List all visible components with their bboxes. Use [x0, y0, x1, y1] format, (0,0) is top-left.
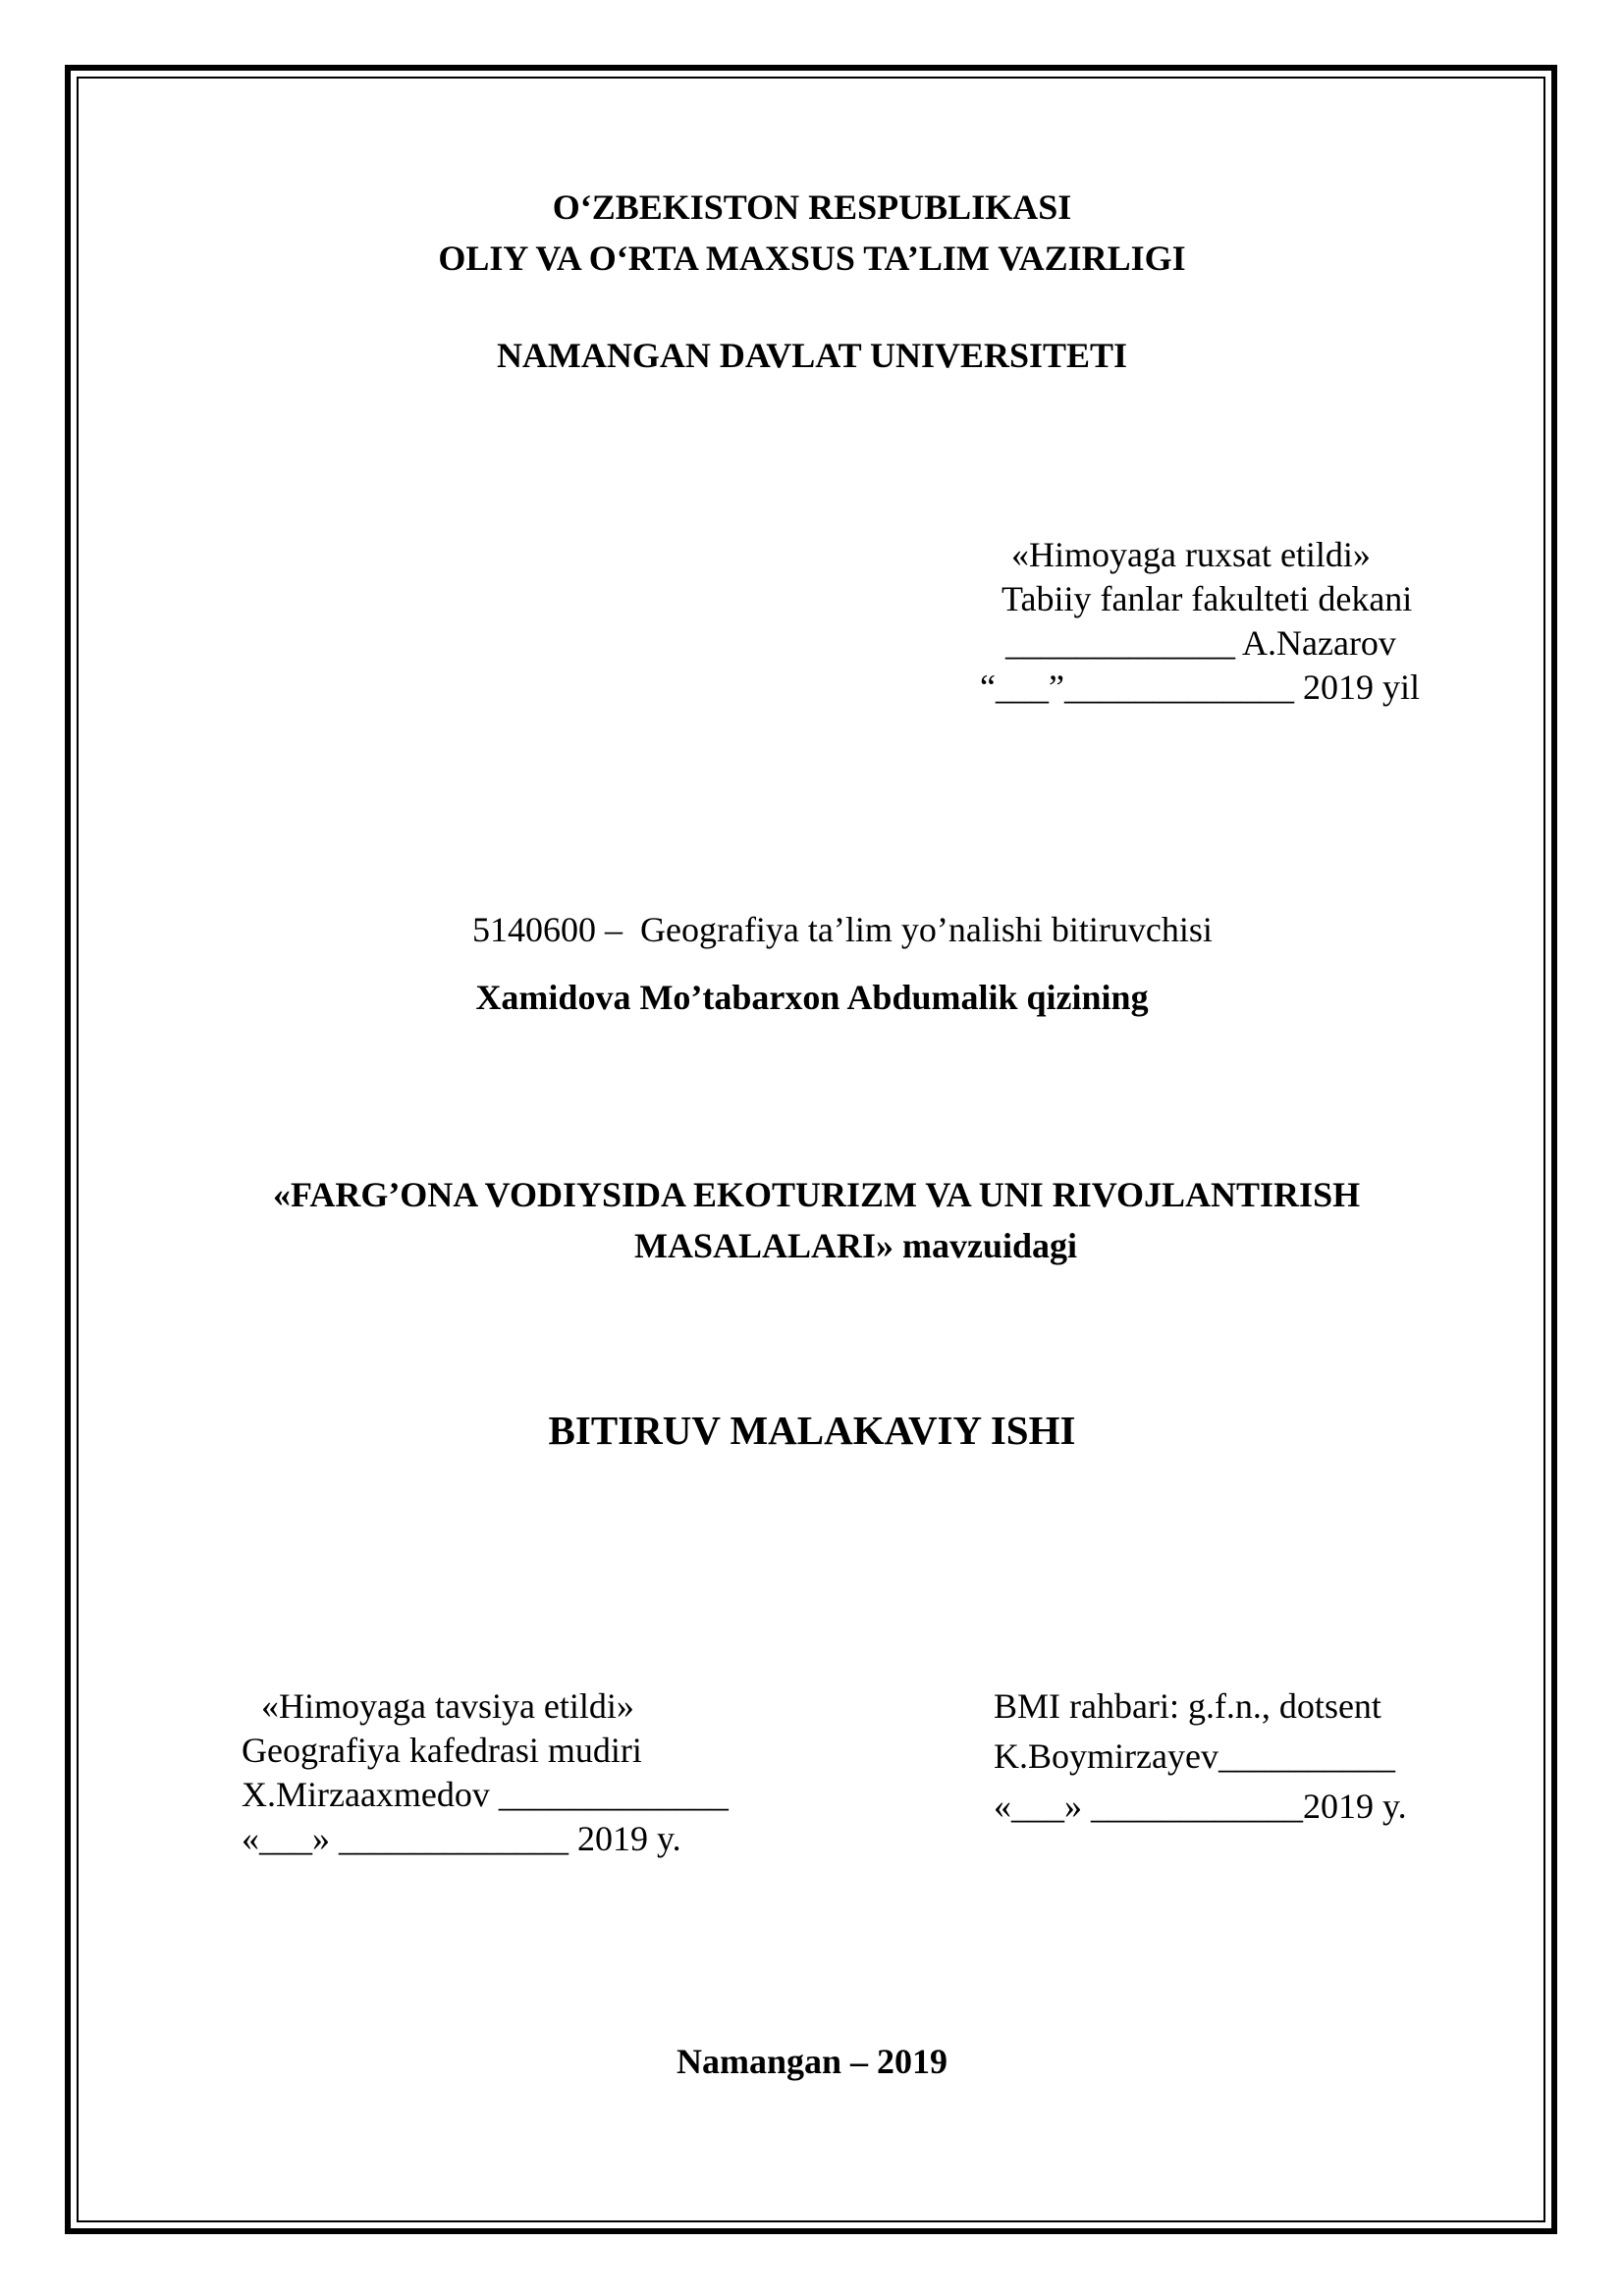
- header-ministry: OLIY VA O‘RTA MAXSUS TA’LIM VAZIRLIGI: [438, 239, 1186, 278]
- student-direction: 5140600 – Geografiya ta’lim yo’nalishi bitiruvchisi: [472, 910, 1213, 949]
- student-name: Xamidova Mo’tabarxon Abdumalik qizining: [475, 978, 1149, 1017]
- approval-left-date: «___» _____________ 2019 y.: [242, 1819, 681, 1858]
- topic-line-2: MASALALARI» mavzuidagi: [634, 1226, 1078, 1265]
- footer-city-year: Namangan – 2019: [676, 2042, 948, 2081]
- approval-top-signature: _____________ A.Nazarov: [1005, 623, 1396, 663]
- approval-right-signature: K.Boymirzayev__________: [994, 1736, 1395, 1776]
- approval-left-head-of-department: Geografiya kafedrasi mudiri: [242, 1731, 642, 1770]
- approval-top-date: “___”_____________ 2019 yil: [980, 667, 1420, 707]
- approval-top-dean: Tabiiy fanlar fakulteti dekani: [1001, 579, 1413, 618]
- approval-left-heading: «Himoyaga tavsiya etildi»: [261, 1686, 634, 1726]
- page-border-inner: [77, 77, 1545, 2222]
- topic-line-1: «FARG’ONA VODIYSIDA EKOTURIZM VA UNI RIVOJLANTIRISH: [273, 1175, 1361, 1214]
- header-republic: O‘ZBEKISTON RESPUBLIKASI: [552, 187, 1072, 227]
- approval-right-supervisor: BMI rahbari: g.f.n., dotsent: [994, 1686, 1381, 1726]
- header-university: NAMANGAN DAVLAT UNIVERSITETI: [496, 336, 1128, 375]
- approval-right-date: «___» ____________2019 y.: [994, 1787, 1407, 1826]
- approval-left-signature: X.Mirzaaxmedov _____________: [242, 1775, 729, 1814]
- approval-top-heading: «Himoyaga ruxsat etildi»: [1011, 535, 1371, 574]
- work-type-title: BITIRUV MALAKAVIY ISHI: [548, 1408, 1076, 1453]
